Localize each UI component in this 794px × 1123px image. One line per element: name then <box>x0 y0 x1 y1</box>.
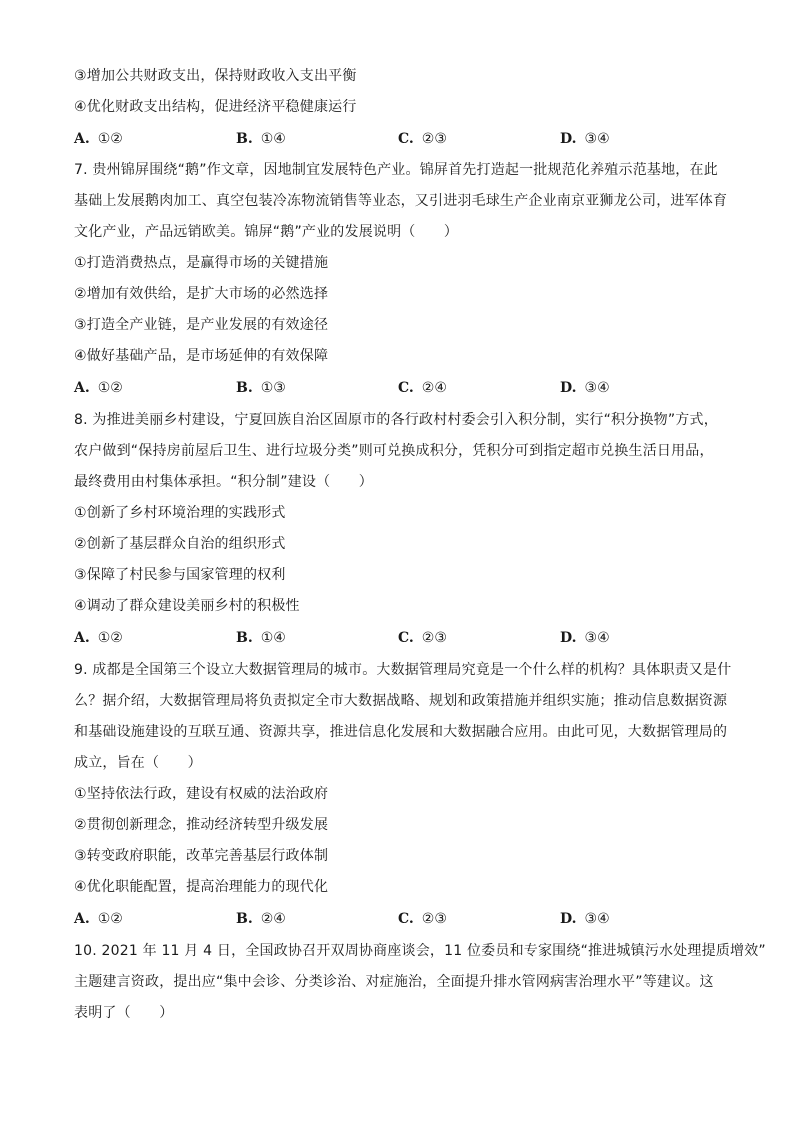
q9-option-a[interactable]: A. ①② <box>74 911 123 927</box>
q8-option-b[interactable]: B. ①④ <box>236 630 286 646</box>
q8-stem-line-2: 农户做到“保持房前屋后卫生、进行垃圾分类”则可兑换成积分，凭积分可到指定超市兑换生活日用品， <box>74 443 714 459</box>
q10-stem-line-3: 表明了（ ） <box>74 1005 174 1021</box>
q6-statement-4: ④优化财政支出结构，促进经济平稳健康运行 <box>74 99 357 115</box>
q8-option-c[interactable]: C. ②③ <box>398 630 447 646</box>
q6-option-d[interactable]: D. ③④ <box>560 131 610 147</box>
q8-option-d[interactable]: D. ③④ <box>560 630 610 646</box>
q9-option-c[interactable]: C. ②③ <box>398 911 447 927</box>
q7-statement-4: ④做好基础产品，是市场延伸的有效保障 <box>74 348 329 364</box>
q7-stem-line-1: 7. 贵州锦屏围绕“鹅”作文章，因地制宜发展特色产业。锦屏首先打造起一批规范化养殖示范基地，在此 <box>74 162 718 178</box>
q6-statement-3: ③增加公共财政支出，保持财政收入支出平衡 <box>74 68 357 84</box>
q7-statement-2: ②增加有效供给，是扩大市场的必然选择 <box>74 286 329 302</box>
q9-options <box>74 909 734 929</box>
q9-statement-3: ③转变政府职能，改革完善基层行政体制 <box>74 848 329 864</box>
q6-option-b[interactable]: B. ①④ <box>236 131 286 147</box>
q9-stem-line-1: 9. 成都是全国第三个设立大数据管理局的城市。大数据管理局究竟是一个什么样的机构？具体职责又是什 <box>74 662 732 678</box>
q8-options <box>74 628 734 648</box>
q9-option-b[interactable]: B. ②④ <box>236 911 286 927</box>
q8-statement-3: ③保障了村民参与国家管理的权利 <box>74 567 286 583</box>
q8-option-a[interactable]: A. ①② <box>74 630 123 646</box>
q8-statement-2: ②创新了基层群众自治的组织形式 <box>74 536 286 552</box>
q9-stem-line-3: 和基础设施建设的互联互通、资源共享，推进信息化发展和大数据融合应用。由此可见，大数据管理局的 <box>74 724 728 740</box>
q8-stem-line-3: 最终费用由村集体承担。“积分制”建设（ ） <box>74 474 373 490</box>
q7-option-b[interactable]: B. ①③ <box>236 380 286 396</box>
q10-stem-line-2: 主题建言资政，提出应“集中会诊、分类诊治、对症施治，全面提升排水管网病害治理水平”等建议。这 <box>74 974 714 990</box>
q9-statement-1: ①坚持依法行政，建设有权威的法治政府 <box>74 786 329 802</box>
q9-stem-line-2: 么？据介绍，大数据管理局将负责拟定全市大数据战略、规划和政策措施并组织实施；推动信息数据资源 <box>74 693 728 709</box>
q7-option-c[interactable]: C. ②④ <box>398 380 447 396</box>
q9-statement-2: ②贯彻创新理念，推动经济转型升级发展 <box>74 817 329 833</box>
q7-option-a[interactable]: A. ①② <box>74 380 123 396</box>
q9-stem-line-4: 成立，旨在（ ） <box>74 755 202 771</box>
q6-options <box>74 129 734 149</box>
q6-option-a[interactable]: A. ①② <box>74 131 123 147</box>
q9-option-d[interactable]: D. ③④ <box>560 911 610 927</box>
q10-stem-line-1: 10. 2021 年 11 月 4 日，全国政协召开双周协商座谈会，11 位委员和专家围绕“推进城镇污水处理提质增效” <box>74 943 766 959</box>
q8-statement-4: ④调动了群众建设美丽乡村的积极性 <box>74 598 300 614</box>
q7-options <box>74 378 734 398</box>
q7-stem-line-2: 基础上发展鹅肉加工、真空包装冷冻物流销售等业态，又引进羽毛球生产企业南京亚狮龙公司，进军体育 <box>74 193 728 209</box>
q8-stem-line-1: 8. 为推进美丽乡村建设，宁夏回族自治区固原市的各行政村村委会引入积分制，实行“积分换物”方式， <box>74 412 718 428</box>
q9-statement-4: ④优化职能配置，提高治理能力的现代化 <box>74 879 329 895</box>
q7-stem-line-3: 文化产业，产品远销欧美。锦屏“鹅”产业的发展说明（ ） <box>74 224 459 240</box>
q8-statement-1: ①创新了乡村环境治理的实践形式 <box>74 505 286 521</box>
q6-option-c[interactable]: C. ②③ <box>398 131 447 147</box>
q7-option-d[interactable]: D. ③④ <box>560 380 610 396</box>
q7-statement-3: ③打造全产业链，是产业发展的有效途径 <box>74 317 329 333</box>
q7-statement-1: ①打造消费热点，是赢得市场的关键措施 <box>74 255 329 271</box>
